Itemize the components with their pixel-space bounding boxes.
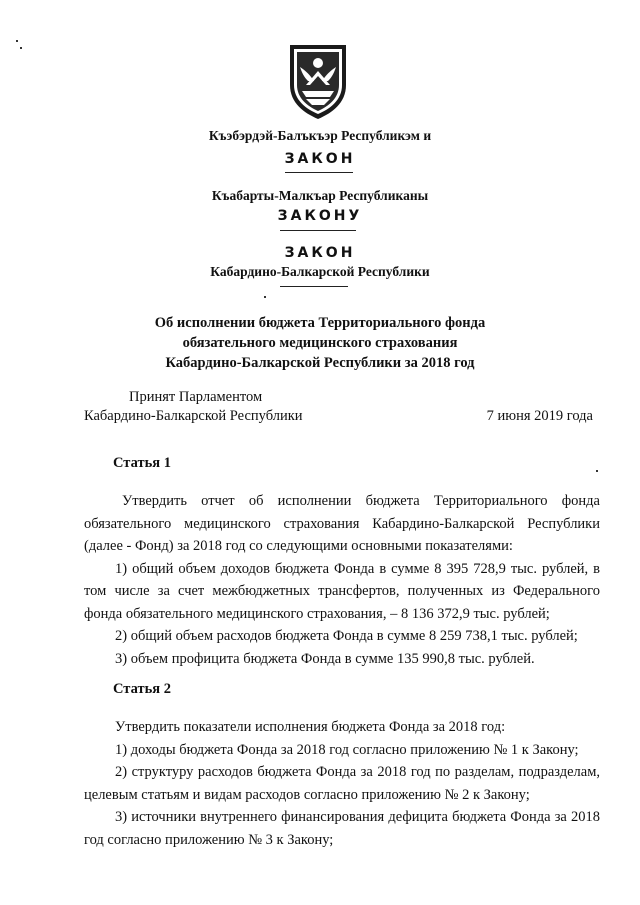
divider-line bbox=[280, 286, 348, 287]
adopted-by-parliament: Кабардино-Балкарской Республики bbox=[84, 408, 303, 424]
republic-name-balkar: Къабарты-Малкъар Республиканы bbox=[211, 188, 429, 203]
republic-name-russian: Кабардино-Балкарской Республики bbox=[210, 264, 430, 279]
paragraph: Утвердить отчет об исполнении бюджета Территориального фонда обязательного медицинского страхования Кабардино-Балкарской Республики (далее - Фонд) за 2018 год со следующими основными показателями: bbox=[84, 493, 600, 554]
law-word-russian: ЗАКОН bbox=[284, 245, 356, 261]
paragraph: 3) объем профицита бюджета Фонда в сумме 135 990,8 тыс. рублей. bbox=[115, 650, 535, 667]
law-title-line: Кабардино-Балкарской Республики за 2018 год bbox=[165, 355, 475, 371]
scan-speck bbox=[596, 470, 598, 472]
article-2-body bbox=[84, 716, 600, 851]
law-word-kabardian: ЗАКОН bbox=[284, 151, 356, 167]
paragraph: 1) доходы бюджета Фонда за 2018 год согласно приложению № 1 к Закону; bbox=[115, 741, 579, 758]
scan-speck bbox=[264, 296, 266, 298]
article-1-body bbox=[84, 490, 600, 670]
adoption-date: 7 июня 2019 года bbox=[486, 408, 593, 424]
paragraph: Утвердить показатели исполнения бюджета Фонда за 2018 год: bbox=[115, 719, 506, 735]
article-2-heading: Статья 2 bbox=[113, 681, 171, 697]
law-title-line: обязательного медицинского страхования bbox=[182, 335, 458, 351]
paragraph: 3) источники внутреннего финансирования дефицита бюджета Фонда за 2018 год согласно приложению № 3 к Закону; bbox=[84, 809, 600, 848]
scan-speck bbox=[20, 47, 22, 49]
republic-name-kabardian: Къэбэрдэй-Балъкъэр Республикэм и bbox=[208, 128, 432, 143]
paragraph: 1) общий объем доходов бюджета Фонда в сумме 8 395 728,9 тыс. рублей, в том числе за счет межбюджетных трансфертов, полученных из Федерального фонда обязательного медицинского страхования, – 8 136 372,9 тыс. рублей; bbox=[84, 560, 600, 622]
law-word-balkar: ЗАКОНУ bbox=[277, 208, 363, 224]
law-title-line: Об исполнении бюджета Территориального фонда bbox=[154, 315, 486, 331]
adopted-by-line: Принят Парламентом bbox=[129, 389, 263, 405]
coat-of-arms-icon bbox=[286, 41, 350, 121]
article-1-heading: Статья 1 bbox=[113, 455, 171, 471]
divider-line bbox=[285, 172, 353, 173]
scan-speck bbox=[16, 40, 18, 42]
paragraph: 2) структуру расходов бюджета Фонда за 2018 год по разделам, подразделам, целевым статьям и видам расходов согласно приложению № 2 к Закону; bbox=[84, 764, 600, 803]
paragraph: 2) общий объем расходов бюджета Фонда в сумме 8 259 738,1 тыс. рублей; bbox=[115, 628, 578, 644]
divider-line bbox=[280, 230, 356, 231]
law-title bbox=[0, 313, 640, 373]
